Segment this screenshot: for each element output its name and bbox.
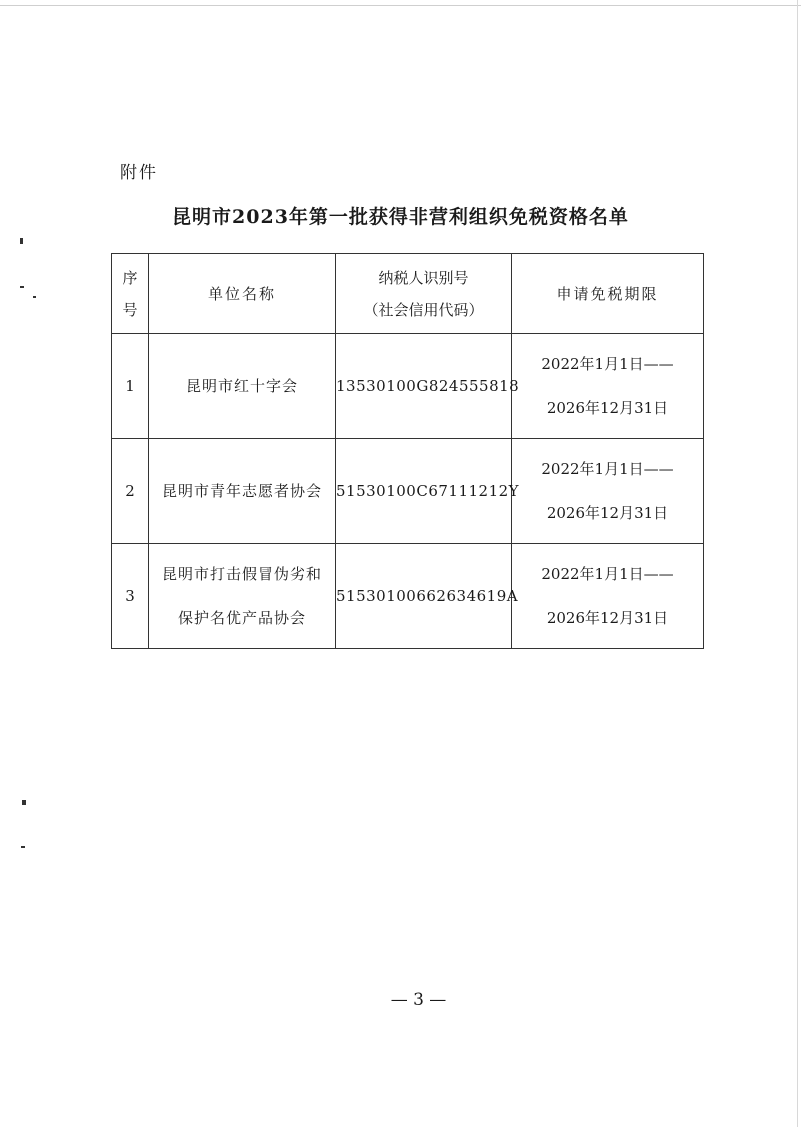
cell-period-line: 2026年12月31日 xyxy=(546,609,669,627)
scan-speck xyxy=(33,296,36,298)
cell-period xyxy=(512,334,704,439)
page-right-edge xyxy=(797,0,798,1127)
cell-name-line: 保护名优产品协会 xyxy=(177,609,306,627)
cell-name-line: 昆明市打击假冒伪劣和 xyxy=(161,565,322,583)
page-top-edge xyxy=(0,5,801,6)
cell-name-line: 昆明市青年志愿者协会 xyxy=(161,482,322,500)
cell-tax-id: 13530100G824555818 xyxy=(336,334,512,439)
cell-period-line: 2022年1月1日—— xyxy=(541,355,674,373)
cell-tax-id: 51530100662634619A xyxy=(336,544,512,649)
cell-period-line: 2022年1月1日—— xyxy=(541,565,674,583)
scan-speck xyxy=(20,286,24,288)
cell-seq: 3 xyxy=(112,544,149,649)
cell-period xyxy=(512,544,704,649)
scan-speck xyxy=(22,800,26,805)
scan-speck xyxy=(21,846,25,848)
cell-period-line: 2026年12月31日 xyxy=(546,504,669,522)
header-seq-line: 序 xyxy=(122,268,138,287)
attachment-label: 附件 xyxy=(120,163,158,183)
header-period: 申请免税期限 xyxy=(512,254,704,334)
table-row xyxy=(112,439,704,544)
cell-name xyxy=(149,334,336,439)
table-header-row xyxy=(112,254,704,334)
header-tax-id-line: 纳税人识别号 xyxy=(378,268,469,287)
cell-tax-id: 51530100C67111212Y xyxy=(336,439,512,544)
header-name: 单位名称 xyxy=(149,254,336,334)
document-title: 昆明市2023年第一批获得非营利组织免税资格名单 xyxy=(172,206,629,228)
table-row xyxy=(112,334,704,439)
tax-exemption-table xyxy=(111,253,704,649)
header-seq xyxy=(112,254,149,334)
cell-name-line: 昆明市红十字会 xyxy=(185,377,298,395)
scan-speck xyxy=(20,238,23,244)
cell-name xyxy=(149,544,336,649)
header-tax-id xyxy=(336,254,512,334)
cell-seq: 1 xyxy=(112,334,149,439)
cell-name xyxy=(149,439,336,544)
page-number: — 3 — xyxy=(390,990,447,1010)
cell-period xyxy=(512,439,704,544)
header-seq-line: 号 xyxy=(122,300,138,319)
cell-seq: 2 xyxy=(112,439,149,544)
cell-period-line: 2026年12月31日 xyxy=(546,399,669,417)
table-row xyxy=(112,544,704,649)
cell-period-line: 2022年1月1日—— xyxy=(541,460,674,478)
header-tax-id-line: （社会信用代码） xyxy=(363,300,484,319)
